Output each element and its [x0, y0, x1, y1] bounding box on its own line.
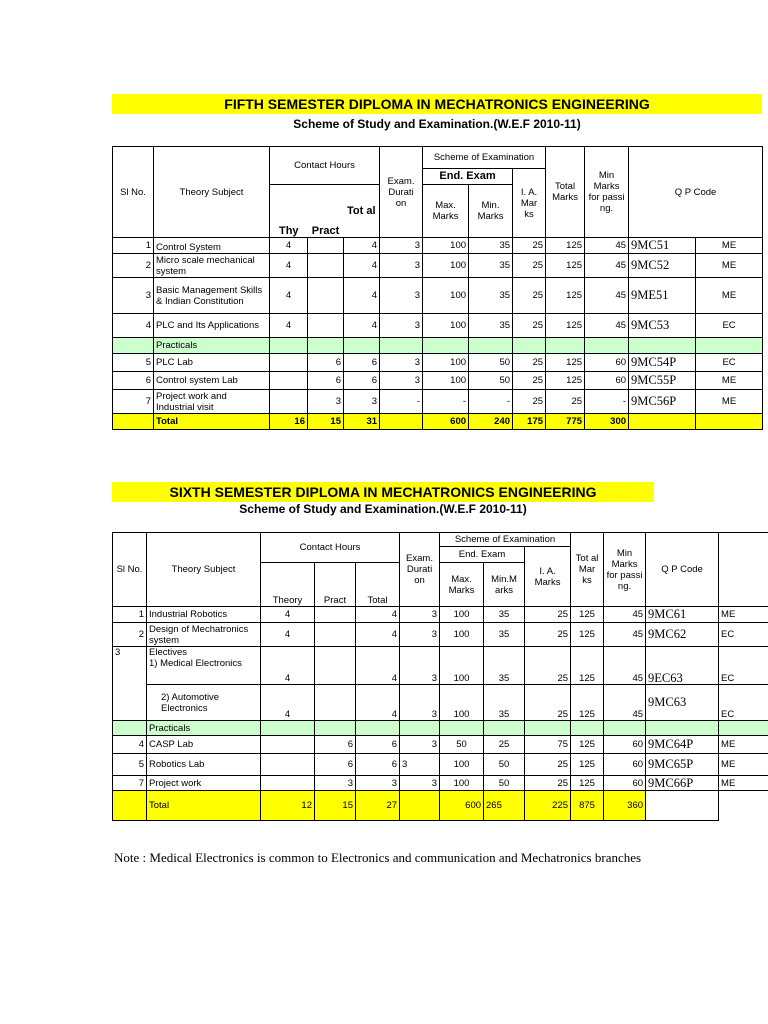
- total-hours: 4: [344, 314, 380, 338]
- subject: Micro scale mechanical system: [154, 254, 270, 278]
- qp-code: 9MC64P: [646, 736, 719, 754]
- total-hours: 4: [356, 607, 400, 623]
- total-marks: 125: [571, 623, 604, 647]
- exam-duration: 3: [400, 647, 440, 685]
- min-marks: 35: [484, 647, 525, 685]
- subject: Project work and Industrial visit: [154, 390, 270, 414]
- header-thy: Thy: [270, 185, 308, 238]
- total-hours: 4: [344, 254, 380, 278]
- header-qp-code: Q P Code: [629, 147, 763, 238]
- header-scheme-of-examination: Scheme of Examination: [440, 533, 571, 547]
- pract-hours: [308, 278, 344, 314]
- header-contact-hours: Contact Hours: [261, 533, 400, 563]
- exam-duration: 3: [400, 754, 440, 776]
- max-marks: 100: [423, 354, 469, 372]
- total-marks: 125: [546, 314, 585, 338]
- ia-marks: 75: [525, 736, 571, 754]
- min-marks: -: [469, 390, 513, 414]
- total-hours: 6: [344, 372, 380, 390]
- qp-code: 9MC65P: [646, 754, 719, 776]
- elective-subject: 2) Automotive Electronics: [147, 685, 261, 721]
- ia-marks: 25: [513, 254, 546, 278]
- max-marks: 100: [423, 314, 469, 338]
- thy-hours: [261, 736, 315, 754]
- pass-marks: 45: [585, 238, 629, 254]
- min-marks: 35: [469, 314, 513, 338]
- subject: Control System: [154, 238, 270, 254]
- pass-marks: 60: [585, 372, 629, 390]
- max-marks: 100: [423, 254, 469, 278]
- pass-marks: 60: [604, 736, 646, 754]
- pass-marks: 45: [604, 685, 646, 721]
- footnote: Note : Medical Electronics is common to Electronics and communication and Mechatronics branches: [114, 850, 642, 865]
- qp-code: 9ME51: [629, 278, 696, 314]
- subject: PLC Lab: [154, 354, 270, 372]
- table-row: [113, 238, 763, 254]
- min-marks: 35: [469, 238, 513, 254]
- pract-hours: [315, 685, 356, 721]
- ia-marks: 25: [513, 372, 546, 390]
- min-marks: 25: [484, 736, 525, 754]
- total-marks: 125: [546, 254, 585, 278]
- total-tot: 31: [344, 414, 380, 430]
- sl-no: 1: [113, 238, 154, 254]
- qp-code: 9MC55P: [629, 372, 696, 390]
- dept: EC: [719, 623, 768, 647]
- pract-hours: [315, 623, 356, 647]
- exam-duration: 3: [380, 254, 423, 278]
- total-hours: 4: [344, 238, 380, 254]
- total-hours: 4: [356, 623, 400, 647]
- pract-hours: [315, 647, 356, 685]
- table-row: [113, 278, 763, 314]
- min-marks: 50: [484, 754, 525, 776]
- thy-hours: 4: [261, 685, 315, 721]
- sl-no: 3: [113, 278, 154, 314]
- exam-duration: 3: [400, 685, 440, 721]
- table-row: [113, 390, 763, 414]
- total-marks: 125: [571, 776, 604, 791]
- dept: ME: [696, 372, 763, 390]
- qp-code: 9MC53: [629, 314, 696, 338]
- total-marks: 125: [571, 647, 604, 685]
- sl-no: 4: [113, 314, 154, 338]
- table-row: [113, 776, 768, 791]
- ia-marks: 25: [525, 685, 571, 721]
- pass-marks: 60: [585, 354, 629, 372]
- ia-marks: 25: [513, 278, 546, 314]
- max-marks: 100: [440, 754, 484, 776]
- pract-hours: 3: [315, 776, 356, 791]
- exam-duration: 3: [380, 278, 423, 314]
- totals-row: [113, 414, 763, 430]
- subject: Basic Management Skills & Indian Constitution: [154, 278, 270, 314]
- exam-duration: -: [380, 390, 423, 414]
- subject: CASP Lab: [147, 736, 261, 754]
- sl-no: 2: [113, 623, 147, 647]
- pract-hours: [308, 254, 344, 278]
- total-max: 600: [423, 414, 469, 430]
- pract-hours: 6: [315, 754, 356, 776]
- fifth-semester-subtitle: Scheme of Study and Examination.(W.E.F 2010-11): [293, 117, 581, 131]
- sl-no: 5: [113, 354, 154, 372]
- max-marks: 100: [423, 372, 469, 390]
- ia-marks: 25: [513, 354, 546, 372]
- header-ia-marks: I. A. Marks: [525, 547, 571, 607]
- max-marks: 100: [440, 647, 484, 685]
- sl-no: 2: [113, 254, 154, 278]
- header-total-marks: Tot al Mar ks: [571, 533, 604, 607]
- exam-duration: 3: [380, 354, 423, 372]
- total-hours: 4: [356, 685, 400, 721]
- total-pract: 15: [308, 414, 344, 430]
- header-end-exam: End. Exam: [440, 547, 525, 563]
- pass-marks: -: [585, 390, 629, 414]
- min-marks: 35: [469, 278, 513, 314]
- min-marks: 35: [469, 254, 513, 278]
- max-marks: 100: [440, 607, 484, 623]
- total-marks: 125: [571, 736, 604, 754]
- max-marks: 100: [440, 623, 484, 647]
- total-hours: 6: [344, 354, 380, 372]
- thy-hours: 4: [270, 278, 308, 314]
- header-scheme-of-examination: Scheme of Examination: [423, 147, 546, 169]
- header-max-marks: Max. Marks: [440, 563, 484, 607]
- qp-code: 9MC66P: [646, 776, 719, 791]
- table-row: [113, 623, 768, 647]
- thy-hours: 4: [270, 254, 308, 278]
- exam-duration: 3: [380, 314, 423, 338]
- header-total: Tot al: [344, 185, 380, 238]
- table-row: [113, 254, 763, 278]
- total-pass: 300: [585, 414, 629, 430]
- ia-marks: 25: [513, 238, 546, 254]
- total-min: 265: [484, 791, 525, 821]
- qp-code: 9MC62: [646, 623, 719, 647]
- practicals-row: [113, 721, 768, 736]
- pass-marks: 45: [585, 314, 629, 338]
- practicals-label: Practicals: [147, 721, 261, 736]
- ia-marks: 25: [525, 647, 571, 685]
- total-marks: 125: [571, 607, 604, 623]
- subject: Industrial Robotics: [147, 607, 261, 623]
- header-max-marks: Max. Marks: [423, 185, 469, 238]
- total-label: Total: [154, 414, 270, 430]
- subject: Project work: [147, 776, 261, 791]
- header-contact-hours: Contact Hours: [270, 147, 380, 185]
- qp-code: 9MC56P: [629, 390, 696, 414]
- subject: Robotics Lab: [147, 754, 261, 776]
- total-max: 600: [440, 791, 484, 821]
- table-row: [113, 354, 763, 372]
- pass-marks: 60: [604, 754, 646, 776]
- pract-hours: 6: [308, 372, 344, 390]
- thy-hours: 4: [270, 314, 308, 338]
- total-pract: 15: [315, 791, 356, 821]
- thy-hours: [270, 354, 308, 372]
- header-exam-duration: Exam. Durati on: [380, 147, 423, 238]
- min-marks: 50: [469, 354, 513, 372]
- total-thy: 16: [270, 414, 308, 430]
- ia-marks: 25: [525, 623, 571, 647]
- total-marks-sum: 775: [546, 414, 585, 430]
- table-row: [113, 736, 768, 754]
- pract-hours: 6: [315, 736, 356, 754]
- qp-code: 9EC63: [646, 647, 719, 685]
- max-marks: 100: [440, 776, 484, 791]
- fifth-semester-title: FIFTH SEMESTER DIPLOMA IN MECHATRONICS ENGINEERING: [112, 94, 762, 114]
- total-marks: 25: [546, 390, 585, 414]
- practicals-label: Practicals: [154, 338, 270, 354]
- total-marks: 125: [546, 278, 585, 314]
- ia-marks: 25: [513, 314, 546, 338]
- table-row: [113, 372, 763, 390]
- total-marks: 125: [571, 754, 604, 776]
- min-marks: 35: [484, 685, 525, 721]
- sl-no: 7: [113, 776, 147, 791]
- qp-code: 9MC63: [646, 685, 719, 721]
- exam-duration: 3: [400, 776, 440, 791]
- elective-row: [113, 647, 768, 685]
- total-hours: 4: [356, 647, 400, 685]
- total-thy: 12: [261, 791, 315, 821]
- dept: EC: [696, 354, 763, 372]
- dept: ME: [719, 754, 768, 776]
- pass-marks: 45: [604, 607, 646, 623]
- max-marks: 100: [423, 238, 469, 254]
- total-marks: 125: [546, 238, 585, 254]
- thy-hours: [270, 372, 308, 390]
- thy-hours: 4: [261, 647, 315, 685]
- thy-hours: [270, 390, 308, 414]
- header-min-marks: Min.M arks: [484, 563, 525, 607]
- pass-marks: 45: [585, 278, 629, 314]
- header-min-marks-passing: Min Marks for passi ng.: [604, 533, 646, 607]
- thy-hours: 4: [270, 238, 308, 254]
- elective-subject: 1) Medical Electronics: [149, 658, 242, 669]
- max-marks: -: [423, 390, 469, 414]
- header-min-marks-passing: Min Marks for passi ng.: [585, 147, 629, 238]
- max-marks: 50: [440, 736, 484, 754]
- subject: Design of Mechatronics system: [147, 623, 261, 647]
- totals-row: [113, 791, 768, 821]
- thy-hours: [261, 776, 315, 791]
- pract-hours: [315, 607, 356, 623]
- subject: [147, 647, 261, 685]
- total-hours: 3: [344, 390, 380, 414]
- pass-marks: 45: [585, 254, 629, 278]
- fifth-semester-table: [112, 146, 763, 430]
- dept: ME: [696, 254, 763, 278]
- pass-marks: 45: [604, 623, 646, 647]
- total-hours: 3: [356, 776, 400, 791]
- min-marks: 50: [469, 372, 513, 390]
- sixth-semester-table: [112, 532, 768, 821]
- qp-code: 9MC52: [629, 254, 696, 278]
- thy-hours: 4: [261, 607, 315, 623]
- total-tot: 27: [356, 791, 400, 821]
- dept: EC: [719, 647, 768, 685]
- exam-duration: 3: [400, 607, 440, 623]
- header-pract: Pract: [315, 563, 356, 607]
- header-theory-subject: Theory Subject: [147, 533, 261, 607]
- table-row: [113, 607, 768, 623]
- header-pract: Pract: [308, 185, 344, 238]
- subject: Control system Lab: [154, 372, 270, 390]
- pract-hours: [308, 314, 344, 338]
- exam-duration: 3: [380, 372, 423, 390]
- total-min: 240: [469, 414, 513, 430]
- dept: ME: [719, 776, 768, 791]
- pract-hours: 3: [308, 390, 344, 414]
- total-marks: 125: [546, 354, 585, 372]
- pass-marks: 60: [604, 776, 646, 791]
- dept: ME: [719, 607, 768, 623]
- min-marks: 35: [484, 607, 525, 623]
- header-min-marks: Min. Marks: [469, 185, 513, 238]
- dept: ME: [696, 238, 763, 254]
- qp-code: 9MC54P: [629, 354, 696, 372]
- electives-label: Electives: [149, 647, 188, 658]
- sl-no: 4: [113, 736, 147, 754]
- header-exam-duration: Exam. Durati on: [400, 533, 440, 607]
- elective-row: [113, 685, 768, 721]
- header-total-marks: Total Marks: [546, 147, 585, 238]
- sl-no: 6: [113, 372, 154, 390]
- header-theory: Theory: [261, 563, 315, 607]
- total-marks: 125: [571, 685, 604, 721]
- sixth-semester-subtitle: Scheme of Study and Examination.(W.E.F 2010-11): [239, 502, 527, 516]
- practicals-row: [113, 338, 763, 354]
- total-marks: 125: [546, 372, 585, 390]
- thy-hours: [261, 754, 315, 776]
- ia-marks: 25: [525, 607, 571, 623]
- header-total: Total: [356, 563, 400, 607]
- qp-code: 9MC61: [646, 607, 719, 623]
- min-marks: 35: [484, 623, 525, 647]
- subject: PLC and Its Applications: [154, 314, 270, 338]
- total-ia: 175: [513, 414, 546, 430]
- max-marks: 100: [423, 278, 469, 314]
- total-hours: 6: [356, 736, 400, 754]
- thy-hours: 4: [261, 623, 315, 647]
- total-label: Total: [147, 791, 261, 821]
- max-marks: 100: [440, 685, 484, 721]
- sl-no: 5: [113, 754, 147, 776]
- pract-hours: [308, 238, 344, 254]
- total-pass: 360: [604, 791, 646, 821]
- pract-hours: 6: [308, 354, 344, 372]
- header-theory-subject: Theory Subject: [154, 147, 270, 238]
- sl-no: 7: [113, 390, 154, 414]
- exam-duration: 3: [380, 238, 423, 254]
- total-marks-sum: 875: [571, 791, 604, 821]
- dept: ME: [696, 390, 763, 414]
- sl-no: 1: [113, 607, 147, 623]
- dept: EC: [719, 685, 768, 721]
- sl-no: 3: [113, 647, 147, 721]
- ia-marks: 25: [525, 776, 571, 791]
- min-marks: 50: [484, 776, 525, 791]
- header-end-exam: End. Exam: [423, 169, 513, 185]
- exam-duration: 3: [400, 736, 440, 754]
- dept: EC: [696, 314, 763, 338]
- dept: ME: [696, 278, 763, 314]
- total-ia: 225: [525, 791, 571, 821]
- dept: ME: [719, 736, 768, 754]
- sixth-semester-title: SIXTH SEMESTER DIPLOMA IN MECHATRONICS ENGINEERING: [112, 482, 654, 502]
- header-sl-no: Sl No.: [113, 533, 147, 607]
- pass-marks: 45: [604, 647, 646, 685]
- table-row: [113, 314, 763, 338]
- total-hours: 6: [356, 754, 400, 776]
- header-ia-marks: I. A. Mar ks: [513, 169, 546, 238]
- table-row: [113, 754, 768, 776]
- header-sl-no: Sl No.: [113, 147, 154, 238]
- qp-code: 9MC51: [629, 238, 696, 254]
- ia-marks: 25: [513, 390, 546, 414]
- header-qp-code: Q P Code: [646, 533, 719, 607]
- ia-marks: 25: [525, 754, 571, 776]
- exam-duration: 3: [400, 623, 440, 647]
- total-hours: 4: [344, 278, 380, 314]
